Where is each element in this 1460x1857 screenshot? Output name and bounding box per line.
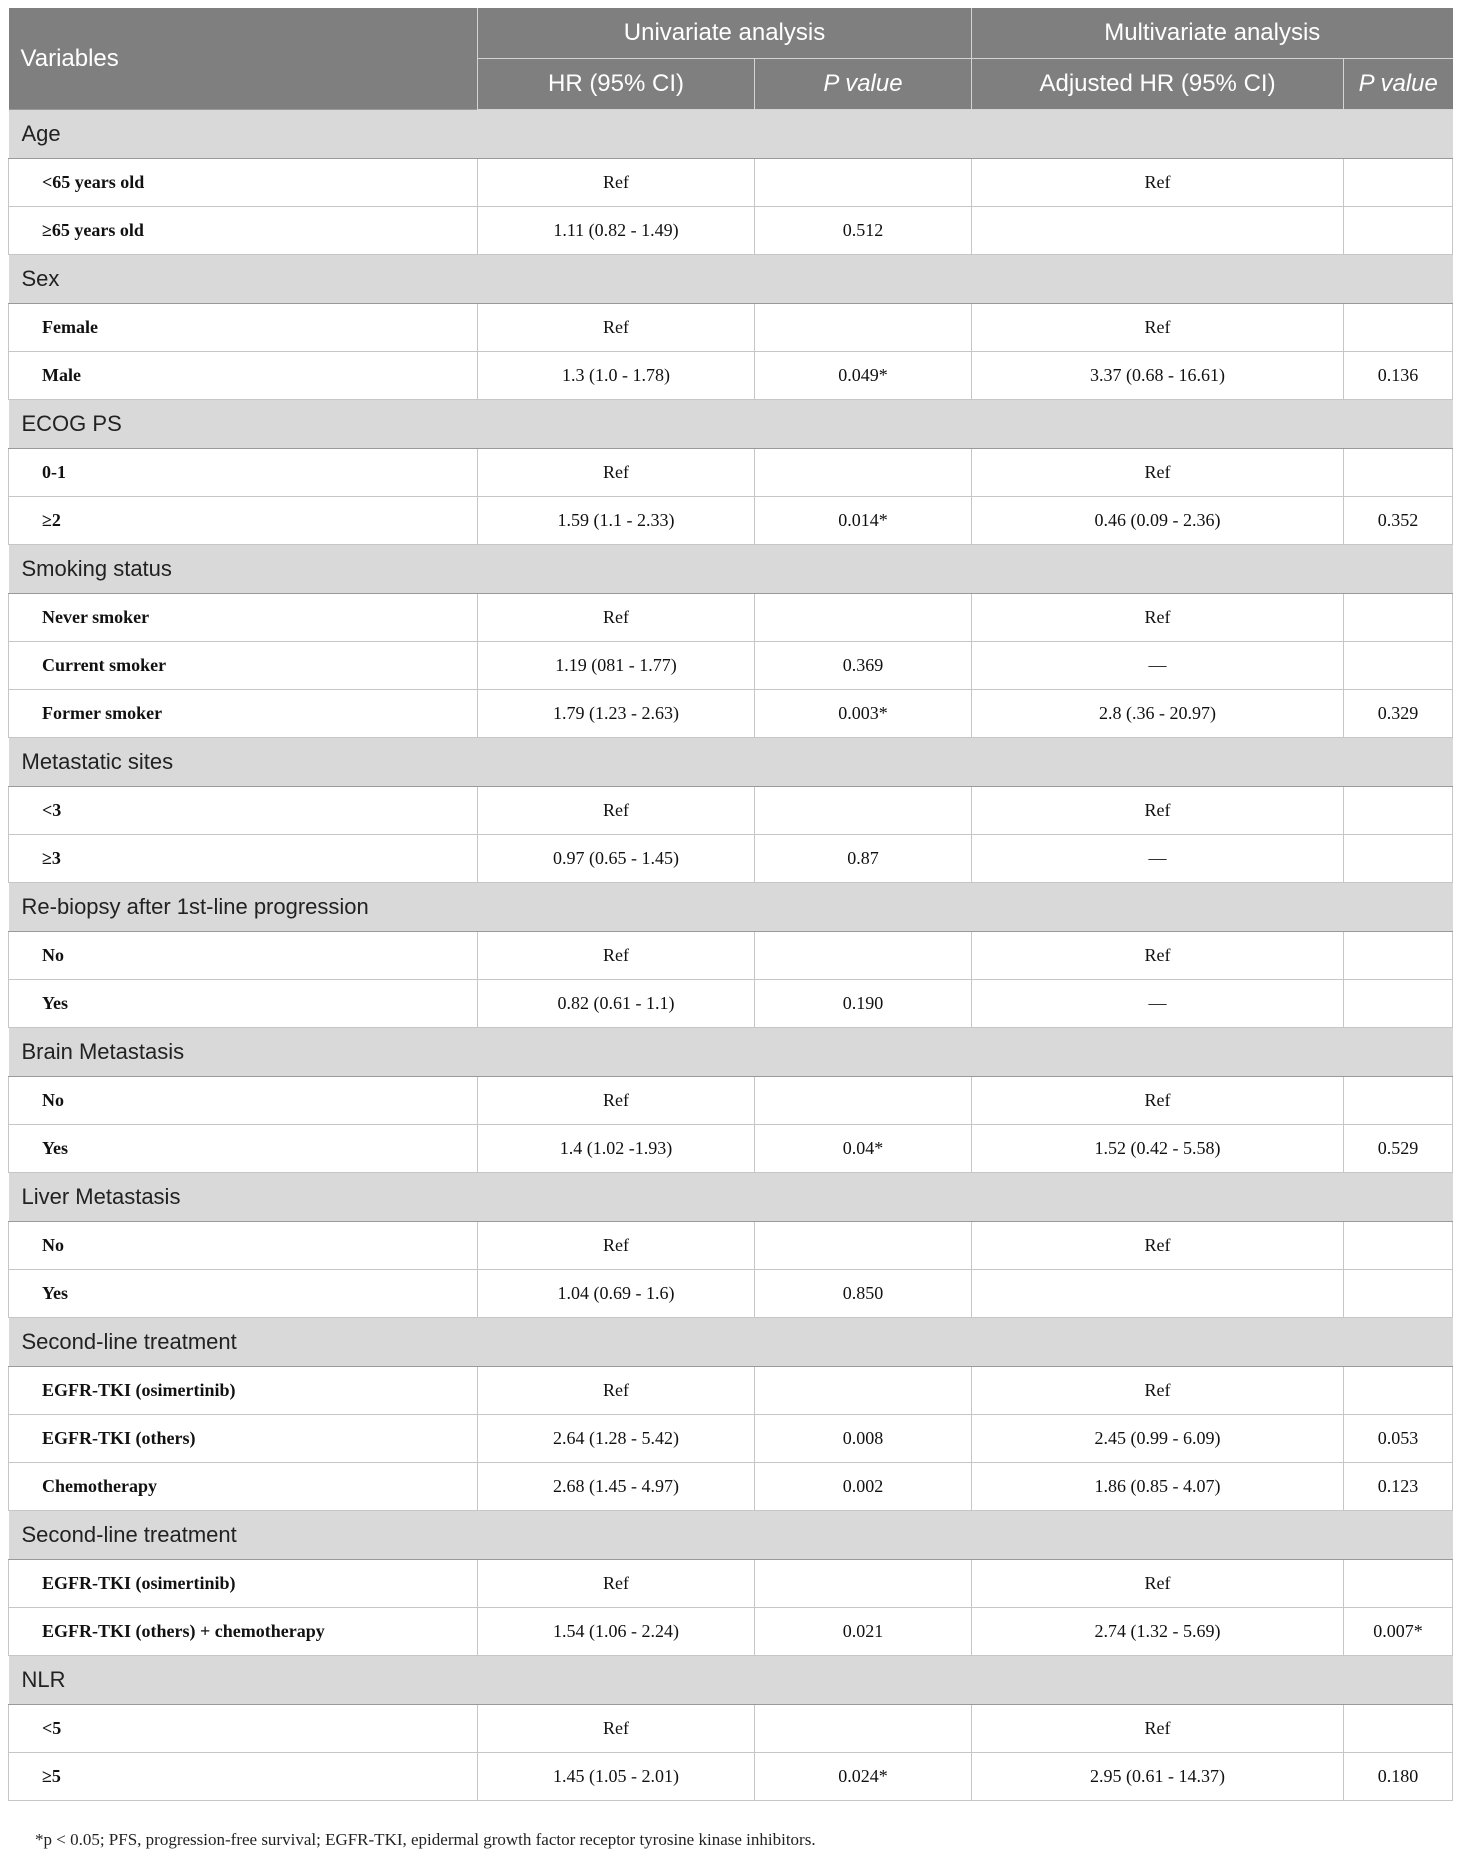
p-value: 0.002 (755, 1463, 972, 1511)
table-row (9, 594, 1453, 642)
table-row (9, 1367, 1453, 1415)
variable-label: Never smoker (9, 594, 478, 642)
category-label: ECOG PS (9, 400, 1453, 449)
p-value (755, 159, 972, 207)
variable-label: EGFR-TKI (osimertinib) (9, 1367, 478, 1415)
table-row (9, 1560, 1453, 1608)
adjusted-p-value (1344, 787, 1453, 835)
adjusted-p-value: 0.136 (1344, 352, 1453, 400)
adjusted-p-value (1344, 835, 1453, 883)
variable-label: EGFR-TKI (others) (9, 1415, 478, 1463)
variable-label: Current smoker (9, 642, 478, 690)
hr-value: Ref (478, 932, 755, 980)
table-footnote: *p < 0.05; PFS, progression-free survival; EGFR-TKI, epidermal growth factor receptor tyrosine kinase inhibitors. (35, 1830, 816, 1849)
adjusted-hr-value: — (972, 980, 1344, 1028)
table-row (9, 1222, 1453, 1270)
p-value: 0.008 (755, 1415, 972, 1463)
table-row (9, 642, 1453, 690)
hr-value: 1.19 (081 - 1.77) (478, 642, 755, 690)
p-value: 0.369 (755, 642, 972, 690)
adjusted-p-value (1344, 449, 1453, 497)
category-label: Second-line treatment (9, 1511, 1453, 1560)
hr-value: Ref (478, 1077, 755, 1125)
adjusted-p-value (1344, 932, 1453, 980)
table-row (9, 932, 1453, 980)
adjusted-hr-value: Ref (972, 159, 1344, 207)
adjusted-p-value (1344, 1222, 1453, 1270)
results-table (8, 8, 1453, 1801)
table-row (9, 980, 1453, 1028)
category-label: NLR (9, 1656, 1453, 1705)
category-label: Re-biopsy after 1st-line progression (9, 883, 1453, 932)
p-value (755, 1367, 972, 1415)
adjusted-p-value: 0.123 (1344, 1463, 1453, 1511)
variable-label: EGFR-TKI (osimertinib) (9, 1560, 478, 1608)
adjusted-hr-value: 1.52 (0.42 - 5.58) (972, 1125, 1344, 1173)
category-label: Second-line treatment (9, 1318, 1453, 1367)
category-row (9, 1656, 1453, 1705)
adjusted-hr-value: 2.95 (0.61 - 14.37) (972, 1753, 1344, 1801)
adjusted-hr-value: 0.46 (0.09 - 2.36) (972, 497, 1344, 545)
category-row (9, 110, 1453, 159)
adjusted-hr-value: 2.8 (.36 - 20.97) (972, 690, 1344, 738)
category-row (9, 883, 1453, 932)
hr-value: 1.4 (1.02 -1.93) (478, 1125, 755, 1173)
p-value: 0.190 (755, 980, 972, 1028)
category-row (9, 1028, 1453, 1077)
adjusted-hr-value: Ref (972, 1705, 1344, 1753)
adjusted-p-value: 0.329 (1344, 690, 1453, 738)
table-body (9, 110, 1453, 1801)
hr-value: Ref (478, 594, 755, 642)
table-row (9, 1463, 1453, 1511)
variable-label: 0-1 (9, 449, 478, 497)
p-value (755, 594, 972, 642)
table-row (9, 690, 1453, 738)
adjusted-p-value (1344, 1077, 1453, 1125)
table-row (9, 1753, 1453, 1801)
category-row (9, 1318, 1453, 1367)
table-row (9, 449, 1453, 497)
variable-label: Former smoker (9, 690, 478, 738)
variable-label: <5 (9, 1705, 478, 1753)
adjusted-hr-value: — (972, 642, 1344, 690)
hr-value: 0.97 (0.65 - 1.45) (478, 835, 755, 883)
table-row (9, 1270, 1453, 1318)
table-row (9, 304, 1453, 352)
header-univariate: Univariate analysis (478, 8, 972, 59)
hr-value: 1.45 (1.05 - 2.01) (478, 1753, 755, 1801)
variable-label: No (9, 932, 478, 980)
category-label: Sex (9, 255, 1453, 304)
hr-value: 1.11 (0.82 - 1.49) (478, 207, 755, 255)
adjusted-hr-value: Ref (972, 449, 1344, 497)
hr-value: 1.59 (1.1 - 2.33) (478, 497, 755, 545)
p-value: 0.049* (755, 352, 972, 400)
hr-value: Ref (478, 304, 755, 352)
hr-value: 2.68 (1.45 - 4.97) (478, 1463, 755, 1511)
adjusted-hr-value: 2.45 (0.99 - 6.09) (972, 1415, 1344, 1463)
category-label: Brain Metastasis (9, 1028, 1453, 1077)
category-label: Smoking status (9, 545, 1453, 594)
variable-label: ≥3 (9, 835, 478, 883)
variable-label: <3 (9, 787, 478, 835)
category-row (9, 738, 1453, 787)
adjusted-p-value: 0.007* (1344, 1608, 1453, 1656)
adjusted-p-value (1344, 304, 1453, 352)
variable-label: <65 years old (9, 159, 478, 207)
adjusted-p-value (1344, 1367, 1453, 1415)
hr-value: 0.82 (0.61 - 1.1) (478, 980, 755, 1028)
adjusted-p-value (1344, 159, 1453, 207)
p-value: 0.021 (755, 1608, 972, 1656)
header-multivariate: Multivariate analysis (972, 8, 1453, 59)
hr-value: Ref (478, 1367, 755, 1415)
hr-value: 2.64 (1.28 - 5.42) (478, 1415, 755, 1463)
adjusted-hr-value: — (972, 835, 1344, 883)
variable-label: No (9, 1222, 478, 1270)
variable-label: Male (9, 352, 478, 400)
p-value (755, 1560, 972, 1608)
variable-label: EGFR-TKI (others) + chemotherapy (9, 1608, 478, 1656)
adjusted-p-value (1344, 207, 1453, 255)
variable-label: Female (9, 304, 478, 352)
adjusted-p-value (1344, 1270, 1453, 1318)
variable-label: ≥65 years old (9, 207, 478, 255)
table-row (9, 352, 1453, 400)
p-value: 0.512 (755, 207, 972, 255)
adjusted-hr-value (972, 207, 1344, 255)
variable-label: Yes (9, 980, 478, 1028)
table-row (9, 159, 1453, 207)
category-row (9, 255, 1453, 304)
category-row (9, 1511, 1453, 1560)
p-value (755, 1705, 972, 1753)
header-variables: Variables (9, 8, 478, 110)
table-row (9, 835, 1453, 883)
adjusted-hr-value: Ref (972, 1222, 1344, 1270)
adjusted-p-value (1344, 1705, 1453, 1753)
p-value (755, 304, 972, 352)
variable-label: ≥2 (9, 497, 478, 545)
hr-value: Ref (478, 449, 755, 497)
hr-value: Ref (478, 787, 755, 835)
variable-label: Chemotherapy (9, 1463, 478, 1511)
adjusted-hr-value: Ref (972, 1560, 1344, 1608)
p-value (755, 1077, 972, 1125)
variable-label: Yes (9, 1270, 478, 1318)
table-row (9, 1125, 1453, 1173)
adjusted-p-value (1344, 594, 1453, 642)
hr-value: 1.54 (1.06 - 2.24) (478, 1608, 755, 1656)
adjusted-hr-value: 3.37 (0.68 - 16.61) (972, 352, 1344, 400)
header-p-value: P value (755, 59, 972, 110)
adjusted-p-value (1344, 980, 1453, 1028)
hr-value: Ref (478, 1705, 755, 1753)
adjusted-p-value (1344, 1560, 1453, 1608)
hr-value: 1.3 (1.0 - 1.78) (478, 352, 755, 400)
p-value: 0.04* (755, 1125, 972, 1173)
table-row (9, 1415, 1453, 1463)
p-value: 0.024* (755, 1753, 972, 1801)
adjusted-hr-value: Ref (972, 1077, 1344, 1125)
table-row (9, 1705, 1453, 1753)
adjusted-p-value: 0.180 (1344, 1753, 1453, 1801)
table-row (9, 1077, 1453, 1125)
table-row (9, 787, 1453, 835)
category-label: Metastatic sites (9, 738, 1453, 787)
hr-value: 1.79 (1.23 - 2.63) (478, 690, 755, 738)
hr-value: 1.04 (0.69 - 1.6) (478, 1270, 755, 1318)
p-value (755, 1222, 972, 1270)
variable-label: ≥5 (9, 1753, 478, 1801)
table-container (8, 8, 1452, 1801)
table-row (9, 1608, 1453, 1656)
p-value: 0.87 (755, 835, 972, 883)
adjusted-hr-value: Ref (972, 594, 1344, 642)
category-label: Age (9, 110, 1453, 159)
p-value (755, 932, 972, 980)
adjusted-p-value: 0.352 (1344, 497, 1453, 545)
adjusted-hr-value (972, 1270, 1344, 1318)
hr-value: Ref (478, 1560, 755, 1608)
variable-label: Yes (9, 1125, 478, 1173)
adjusted-p-value (1344, 642, 1453, 690)
header-p-value-adjusted: P value (1344, 59, 1453, 110)
adjusted-hr-value: Ref (972, 932, 1344, 980)
p-value: 0.850 (755, 1270, 972, 1318)
p-value (755, 787, 972, 835)
adjusted-hr-value: Ref (972, 1367, 1344, 1415)
adjusted-hr-value: 2.74 (1.32 - 5.69) (972, 1608, 1344, 1656)
table-header (9, 8, 1453, 110)
table-row (9, 497, 1453, 545)
adjusted-p-value: 0.053 (1344, 1415, 1453, 1463)
adjusted-hr-value: Ref (972, 787, 1344, 835)
header-adjusted-hr: Adjusted HR (95% CI) (972, 59, 1344, 110)
adjusted-hr-value: 1.86 (0.85 - 4.07) (972, 1463, 1344, 1511)
adjusted-hr-value: Ref (972, 304, 1344, 352)
p-value (755, 449, 972, 497)
variable-label: No (9, 1077, 478, 1125)
category-row (9, 545, 1453, 594)
p-value: 0.014* (755, 497, 972, 545)
category-row (9, 1173, 1453, 1222)
p-value: 0.003* (755, 690, 972, 738)
adjusted-p-value: 0.529 (1344, 1125, 1453, 1173)
category-label: Liver Metastasis (9, 1173, 1453, 1222)
table-row (9, 207, 1453, 255)
hr-value: Ref (478, 159, 755, 207)
category-row (9, 400, 1453, 449)
header-hr: HR (95% CI) (478, 59, 755, 110)
hr-value: Ref (478, 1222, 755, 1270)
